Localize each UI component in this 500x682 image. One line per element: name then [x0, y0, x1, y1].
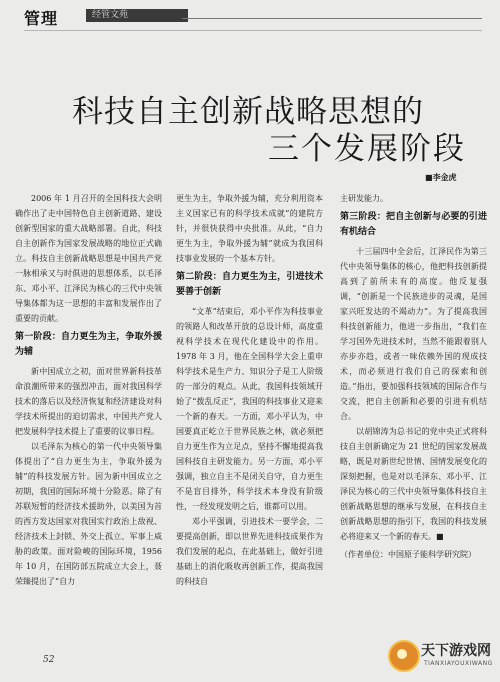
article-title-line1: 科技自主创新战略思想的 [72, 94, 424, 130]
paragraph: “文革”结束后，邓小平作为科技事业的领路人和改革开放的总设计师，高度重视科学技术在现代化建设中的作用。1978 年 3 月，他在全国科学大会上重申科学技术是生产力、知识分子是工人阶级的一部分的观点。从此，我国科技领域开始了“拨乱反正”，我国的科技事业又迎来一个新的春天。一方面，邓小平认为，中国要真正屹立于世界民族之林，就必须把自力更生作为立足点，坚持不懈地提高我国科技自主研发能力。另一方面，邓小平强调，独立自主不是闭关自守，自力更生不是盲目排外，科学技术本身没有阶级性，一经发现发明之后，谁都可以用。 [176, 307, 323, 511]
logo-text: 天下游戏网 [421, 643, 491, 659]
logo-emblem-icon [388, 640, 420, 672]
paragraph: 2006 年 1 月召开的全国科技大会明确作出了走中国特色自主创新道路、建设创新型国家的重大战略部署。自此，科技自主创新作为国家发展战略的地位正式确立。科技自主创新战略思想是中国共产党一脉相承又与时俱进的思想体系，以毛泽东、邓小平、江泽民为核心的三代中央领导集体都为这一思想的丰富和发展作出了重要的贡献。 [15, 194, 162, 323]
site-watermark-logo [388, 636, 493, 674]
paragraph: 更生为主，争取外援为辅，充分利用资本主义国家已有的科学技术成就”的建院方针，并很快获得中央批准。从此，“自力更生为主，争取外援为辅”就成为我国科技事业发展的一个基本方针。 [176, 194, 323, 263]
end-mark: ■ [436, 532, 444, 541]
text-column-3 [340, 191, 487, 562]
article-title-line2: 三个发展阶段 [268, 131, 466, 167]
text-column-1 [15, 191, 162, 589]
header-underline [24, 30, 482, 31]
paragraph: 邓小平强调，引进技术一要学会，二要提高创新，即以世界先进科技成果作为我们发展的起点，在此基础上，做好引进基础上的消化吸收再创新工作，提高我国的科技自 [176, 517, 323, 586]
paragraph [340, 424, 487, 544]
paragraph-text: 以胡锦涛为总书记的党中央正式将科技自主创新确定为 21 世纪的国家发展战略，既是对新世纪世情、国情发展变化的深刻把握，也是对以毛泽东、邓小平、江泽民为核心的三代中央领导集体科技自主创新战略思想的继承与发展，在科技自主创新战略思想的指引下，我国的科技发展必将迎来又一个新的春天。 [340, 427, 487, 541]
paragraph: 以毛泽东为核心的第一代中央领导集体提出了“自力更生为主，争取外援为辅”的科技发展方针。因为新中国成立之初期，我国的国际环境十分险恶。除了有苏联短暂的经济技术援助外，以美国为首的西方发达国家对我国实行政治上敌视、经济技术上封锁、外交上孤立、军事上威胁的政策。面对险峻的国际环境，1956 年 10 月，在国防部五院成立大会上，聂荣臻提出了“自力 [15, 442, 162, 586]
paragraph: 新中国成立之初，面对世界新科技革命浪潮所带来的强烈冲击，面对我国科学技术的落后以及经济恢复和经济建设对科学技术所提出的迫切需求，中国共产党人把发展科学技术提上了重要的议事日程。 [15, 367, 162, 436]
author-byline: ■李金虎 [425, 173, 457, 182]
text-column-2 [176, 191, 323, 589]
author-affiliation: （作者单位：中国原子能科学研究院） [340, 550, 476, 559]
paragraph: 主研发能力。 [340, 194, 388, 203]
header-rule [182, 18, 482, 19]
page-number: 52 [43, 655, 55, 665]
logo-subtext: TIANXIAYOUXIWANG [424, 660, 493, 667]
section-heading-stage1: 第一阶段：自力更生为主，争取外援为辅 [15, 332, 162, 357]
section-title: 管理 [24, 9, 59, 28]
section-heading-stage2: 第二阶段：自力更生为主，引进技术要善于创新 [176, 272, 323, 297]
paragraph: 十三届四中全会后，江泽民作为第三代中央领导集体的核心，他把科技创新提高到了前所未有的高度。他反复强调，“创新是一个民族进步的灵魂，是国家兴旺发达的不竭动力”。为了提高我国科技创新能力，他进一步指出，“我们在学习国外先进技术时，当然不能跟着别人亦步亦趋，或者一味依赖外国的现成技术，而必须进行我们自己的探索和创造。”指出，要加强科技领域的国际合作与交流，把自主创新和必要的引进有机结合。 [340, 247, 487, 421]
column-tag: 经管文苑 [86, 9, 188, 22]
page-header [0, 0, 500, 36]
section-heading-stage3: 第三阶段：把自主创新与必要的引进有机结合 [340, 212, 487, 237]
